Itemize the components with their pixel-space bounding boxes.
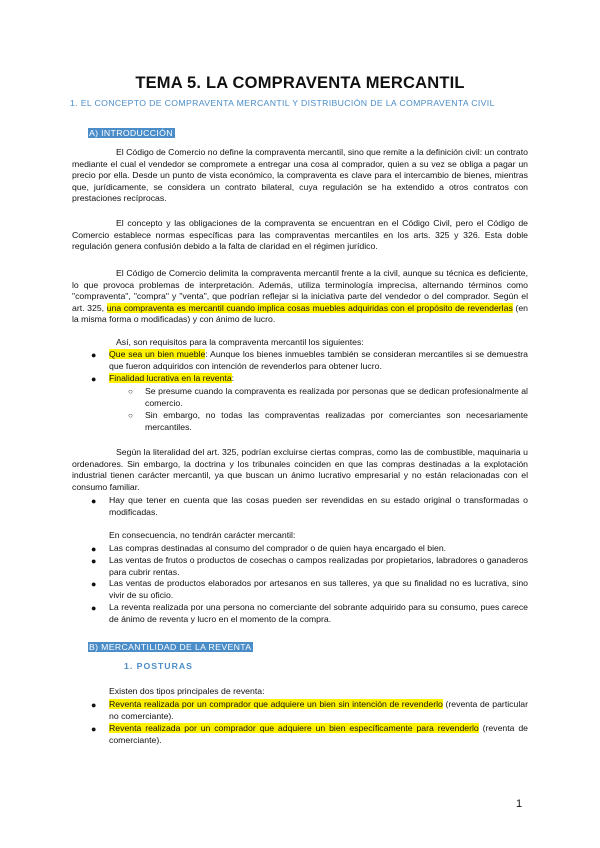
resale-1-highlight: Reventa realizada por un comprador que adquiere un bien sin intención de revenderlo xyxy=(109,699,443,709)
bullet-icon: ● xyxy=(91,579,97,589)
subsection-a-label: A) INTRODUCCIÓN xyxy=(89,128,173,138)
list-item-resale-1 xyxy=(109,699,528,722)
paragraph-4 xyxy=(72,337,528,349)
paragraph-3-text: El Código de Comercio delimita la compraventa mercantil frente a la civil, aunque su técnica es deficiente, lo que provoca problemas de interpretación. Además, utiliza terminología imprecisa, alternando términos como "compraventa", "compra" y "venta", que podrían reflejar si la iniciativa parte del vendedor o del comprador. Según el art. 325, xyxy=(72,268,528,313)
paragraph-3-text-end: (en la misma forma o modificadas) y con ánimo de lucro. xyxy=(72,302,528,325)
list-item-note: Hay que tener en cuenta que las cosas pueden ser revendidas en su estado original o transformadas o modificadas. xyxy=(109,495,528,517)
bullet-icon: ● xyxy=(91,350,97,360)
list-item-non-mercantile-2: Las ventas de frutos o productos de cosechas o campos realizadas por propietarios, labradores o ganaderos para cubrir rentas. xyxy=(109,555,528,577)
paragraph-2-text: El concepto y las obligaciones de la compraventa se encuentran en el Código Civil, pero el Código de Comercio establece normas específicas para las compraventas mercantiles en los arts. 325 y 326. Esta doble regulación genera confusión debido a la falta de claridad en el régimen jurídico. xyxy=(72,218,528,252)
page-title: TEMA 5. LA COMPRAVENTA MERCANTIL xyxy=(135,74,465,92)
resale-2-text: (reventa de comerciante). xyxy=(109,723,528,745)
section-heading-1: 1. EL CONCEPTO DE COMPRAVENTA MERCANTIL Y DISTRIBUCIÓN DE LA COMPRAVENTA CIVIL xyxy=(70,98,495,108)
paragraph-1-text: El Código de Comercio no define la compraventa mercantil, sino que remite a la definición civil: un contrato mediante el cual el vendedor se compromete a entregar una cosa al comprador, quien a su vez se obliga a pagar un precio por ella. Desde un punto de vista económico, la compraventa es clave para el intercambio de bienes, mientras que, jurídicamente, se considera un contrato bilateral, cuya regulación se ha extendido a otros contratos con prestaciones recíprocas. xyxy=(72,147,528,204)
paragraph-3 xyxy=(72,268,528,326)
bullet-icon: ● xyxy=(91,724,97,734)
circle-bullet-icon: ○ xyxy=(128,411,133,420)
paragraph-2 xyxy=(72,218,528,253)
requirement-2-highlight: Finalidad lucrativa en la reventa xyxy=(109,373,232,383)
bullet-icon: ● xyxy=(91,700,97,710)
paragraph-6: En consecuencia, no tendrán carácter mercantil: xyxy=(109,530,296,540)
requirement-1-text: : Aunque los bienes inmuebles también se consideran mercantiles si se demuestra que fueron adquiridos con intención de revenderlos para obtener lucro. xyxy=(109,349,528,371)
list-item-requirement-1 xyxy=(109,349,528,372)
bullet-icon: ● xyxy=(91,544,97,554)
requirement-2-text: : xyxy=(231,373,235,383)
subsection-heading-b xyxy=(88,637,253,655)
list-item-non-mercantile-4: La reventa realizada por una persona no comerciante del sobrante adquirido para su consumo, pues carece de ánimo de reventa y lucro en el momento de la compra. xyxy=(109,602,528,624)
paragraph-4-text: Así, son requisitos para la compraventa mercantil los siguientes: xyxy=(116,337,364,347)
subsection-b-label: B) MERCANTILIDAD DE LA REVENTA xyxy=(89,642,252,652)
bullet-icon: ● xyxy=(91,603,97,613)
paragraph-3-highlight: una compraventa es mercantil cuando implica cosas muebles adquiridas con el propósito de revenderlas xyxy=(106,302,513,313)
list-item-subpoint-1: Se presume cuando la compraventa es realizada por personas que se dedican profesionalmente al comercio. xyxy=(145,386,528,408)
subheading-posturas: 1. POSTURAS xyxy=(124,661,193,671)
paragraph-5-text: Según la literalidad del art. 325, podrían excluirse ciertas compras, como las de combustible, maquinaria u ordenadores. Sin embargo, la doctrina y los tribunales coinciden en que las compras destinadas a la explotación industrial tienen carácter mercantil, ya que buscan un ánimo lucrativo empresarial y no están relacionadas con el consumo familiar. xyxy=(72,447,528,492)
circle-bullet-icon: ○ xyxy=(128,387,133,396)
subsection-heading-a xyxy=(88,123,175,141)
list-item-resale-2 xyxy=(109,723,528,746)
bullet-icon: ● xyxy=(91,556,97,566)
list-item-non-mercantile-1: Las compras destinadas al consumo del comprador o de quien haya encargado el bien. xyxy=(109,543,447,553)
list-item-non-mercantile-3: Las ventas de productos elaborados por artesanos en sus talleres, ya que su finalidad no es lucrativa, sino vivir de su oficio. xyxy=(109,578,528,600)
paragraph-7: Existen dos tipos principales de reventa: xyxy=(109,686,265,696)
bullet-icon: ● xyxy=(91,496,97,506)
paragraph-5 xyxy=(72,447,528,493)
resale-1-text: (reventa de particular no comerciante). xyxy=(109,699,528,721)
bullet-icon: ● xyxy=(91,374,97,384)
list-item-requirement-2 xyxy=(109,373,528,385)
list-item-subpoint-2: Sin embargo, no todas las compraventas realizadas por comerciantes son necesariamente mercantiles. xyxy=(145,410,528,432)
page-number: 1 xyxy=(516,798,523,810)
requirement-1-highlight: Que sea un bien mueble xyxy=(109,349,206,359)
paragraph-1 xyxy=(72,147,528,205)
resale-2-highlight: Reventa realizada por un comprador que adquiere un bien específicamente para revenderlo xyxy=(109,723,479,733)
